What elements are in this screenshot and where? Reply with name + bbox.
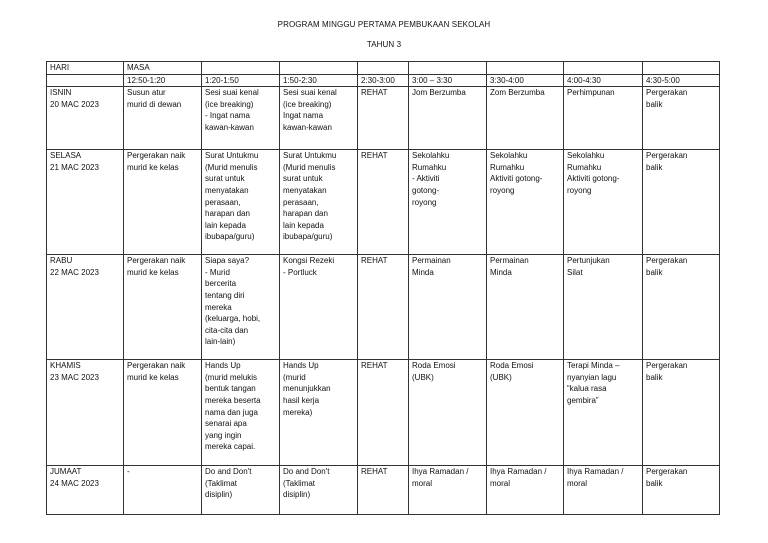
activity-text: Pergerakan balik xyxy=(646,88,688,109)
activity-text: Terapi Minda – nyanyian lagu “kalua rasa gembira” xyxy=(567,361,620,405)
document-title: PROGRAM MINGGU PERTAMA PEMBUKAAN SEKOLAH xyxy=(277,20,491,29)
activity-text: Permainan Minda xyxy=(412,256,451,277)
activity-text: Perhimpunan xyxy=(567,88,615,98)
activity-cell xyxy=(124,360,202,466)
table-row xyxy=(47,150,720,255)
activity-cell xyxy=(487,150,564,255)
header-empty-cell xyxy=(643,62,720,75)
header-empty-cell xyxy=(47,74,124,87)
activity-cell xyxy=(202,255,280,360)
day-cell xyxy=(47,466,124,515)
activity-text: Sesi suai kenal (ice breaking) Ingat nama kawan-kawan xyxy=(283,88,337,132)
activity-cell xyxy=(643,87,720,150)
activity-text: REHAT xyxy=(361,256,388,266)
day-label: SELASA 21 MAC 2023 xyxy=(50,151,99,172)
header-empty-cell xyxy=(358,62,409,75)
activity-text: Kongsi Rezeki - Portluck xyxy=(283,256,335,277)
day-cell xyxy=(47,360,124,466)
activity-cell xyxy=(487,255,564,360)
time-slot-label: 2:30-3:00 xyxy=(361,75,395,85)
activity-text: Siapa saya? - Murid bercerita tentang diri mereka (keluarga, hobi, cita-cita dan lain-lain) xyxy=(205,256,261,347)
activity-text: Pergerakan balik xyxy=(646,256,688,277)
time-slot-cell xyxy=(202,74,280,87)
day-label: ISNIN 20 MAC 2023 xyxy=(50,88,99,109)
table-row xyxy=(47,360,720,466)
time-slot-cell xyxy=(280,74,358,87)
document-subtitle: TAHUN 3 xyxy=(366,40,402,49)
activity-cell xyxy=(202,87,280,150)
time-slot-row xyxy=(47,74,720,87)
activity-text: Pergerakan naik murid ke kelas xyxy=(127,151,186,172)
activity-cell xyxy=(202,150,280,255)
time-slot-label: 3:00 – 3:30 xyxy=(412,75,453,85)
activity-cell xyxy=(643,255,720,360)
activity-text: Pertunjukan Silat xyxy=(567,256,610,277)
activity-text: Pergerakan balik xyxy=(646,361,688,382)
activity-cell xyxy=(124,466,202,515)
activity-cell xyxy=(409,150,487,255)
time-slot-label: 3:30-4:00 xyxy=(490,75,524,85)
activity-text: Roda Emosi (UBK) xyxy=(490,361,534,382)
activity-text: REHAT xyxy=(361,467,388,477)
activity-text: Sesi suai kenal (ice breaking) - Ingat nama kawan-kawan xyxy=(205,88,259,132)
time-slot-cell xyxy=(564,74,643,87)
activity-cell xyxy=(643,360,720,466)
activity-text: Do and Don't (Taklimat disiplin) xyxy=(205,467,252,500)
header-row xyxy=(47,62,720,75)
activity-text: REHAT xyxy=(361,88,388,98)
activity-text: Roda Emosi (UBK) xyxy=(412,361,456,382)
activity-text: Hands Up (murid melukis bentuk tangan mereka beserta nama dan juga senarai apa yang ingin mereka capai. xyxy=(205,361,261,452)
schedule-table xyxy=(46,61,720,515)
time-slot-cell xyxy=(358,74,409,87)
activity-cell xyxy=(358,87,409,150)
table-row xyxy=(47,466,720,515)
activity-text: Ihya Ramadan / moral xyxy=(412,467,469,488)
day-label: KHAMIS 23 MAC 2023 xyxy=(50,361,99,382)
table-row xyxy=(47,255,720,360)
header-empty-cell xyxy=(280,62,358,75)
time-slot-label: 12:50-1:20 xyxy=(127,75,166,85)
activity-text: Surat Untukmu (Murid menulis surat untuk menyatakan perasaan, harapan dan lain kepada ibubapa/guru) xyxy=(283,151,337,242)
activity-text: Ihya Ramadan / moral xyxy=(567,467,624,488)
day-label: JUMAAT 24 MAC 2023 xyxy=(50,467,99,488)
activity-cell xyxy=(564,150,643,255)
time-slot-label: 1:50-2:30 xyxy=(283,75,317,85)
activity-text: Pergerakan naik murid ke kelas xyxy=(127,256,186,277)
header-time-cell xyxy=(124,62,202,75)
activity-cell xyxy=(564,87,643,150)
activity-text: - xyxy=(127,467,130,477)
activity-text: Sekolahku Rumahku - Aktiviti gotong- royong xyxy=(412,151,450,207)
activity-text: Sekolahku Rumahku Aktiviti gotong- royong xyxy=(567,151,620,195)
activity-cell xyxy=(487,466,564,515)
activity-cell xyxy=(358,360,409,466)
time-slot-cell xyxy=(487,74,564,87)
activity-cell xyxy=(564,360,643,466)
activity-cell xyxy=(564,466,643,515)
header-empty-cell xyxy=(409,62,487,75)
activity-cell xyxy=(409,360,487,466)
activity-cell xyxy=(124,255,202,360)
day-cell xyxy=(47,150,124,255)
activity-text: Jom Berzumba xyxy=(412,88,466,98)
day-cell xyxy=(47,255,124,360)
time-slot-label: 1:20-1:50 xyxy=(205,75,239,85)
activity-cell xyxy=(124,87,202,150)
activity-text: Ihya Ramadan / moral xyxy=(490,467,547,488)
time-slot-cell xyxy=(643,74,720,87)
time-slot-label: 4:00-4:30 xyxy=(567,75,601,85)
activity-cell xyxy=(280,87,358,150)
activity-cell xyxy=(280,150,358,255)
table-row xyxy=(47,87,720,150)
activity-cell xyxy=(409,466,487,515)
day-cell xyxy=(47,87,124,150)
activity-text: Do and Don't (Taklimat disiplin) xyxy=(283,467,330,500)
activity-cell xyxy=(202,466,280,515)
activity-cell xyxy=(280,255,358,360)
header-empty-cell xyxy=(487,62,564,75)
day-label: RABU 22 MAC 2023 xyxy=(50,256,99,277)
activity-text: Surat Untukmu (Murid menulis surat untuk menyatakan perasaan, harapan dan lain kepada ibubapa/guru) xyxy=(205,151,259,242)
time-slot-label: 4:30-5:00 xyxy=(646,75,680,85)
activity-cell xyxy=(409,87,487,150)
activity-cell xyxy=(487,87,564,150)
activity-text: Susun atur murid di dewan xyxy=(127,88,182,109)
activity-cell xyxy=(487,360,564,466)
activity-text: REHAT xyxy=(361,361,388,371)
activity-cell xyxy=(202,360,280,466)
activity-cell xyxy=(643,466,720,515)
activity-cell xyxy=(358,150,409,255)
time-slot-cell xyxy=(409,74,487,87)
activity-cell xyxy=(280,466,358,515)
time-slot-cell xyxy=(124,74,202,87)
activity-cell xyxy=(280,360,358,466)
header-day-cell xyxy=(47,62,124,75)
header-empty-cell xyxy=(202,62,280,75)
header-day-label: HARI xyxy=(50,63,70,72)
activity-cell xyxy=(643,150,720,255)
activity-text: REHAT xyxy=(361,151,388,161)
header-time-label: MASA xyxy=(127,63,150,72)
activity-cell xyxy=(124,150,202,255)
activity-text: Permainan Minda xyxy=(490,256,529,277)
activity-text: Pergerakan naik murid ke kelas xyxy=(127,361,186,382)
activity-cell xyxy=(564,255,643,360)
activity-text: Pergerakan balik xyxy=(646,151,688,172)
activity-cell xyxy=(409,255,487,360)
header-empty-cell xyxy=(564,62,643,75)
activity-text: Hands Up (murid menunjukkan hasil kerja mereka) xyxy=(283,361,331,417)
activity-cell xyxy=(358,255,409,360)
activity-text: Zom Berzumba xyxy=(490,88,545,98)
activity-text: Sekolahku Rumahku Aktiviti gotong- royong xyxy=(490,151,543,195)
activity-text: Pergerakan balik xyxy=(646,467,688,488)
activity-cell xyxy=(358,466,409,515)
